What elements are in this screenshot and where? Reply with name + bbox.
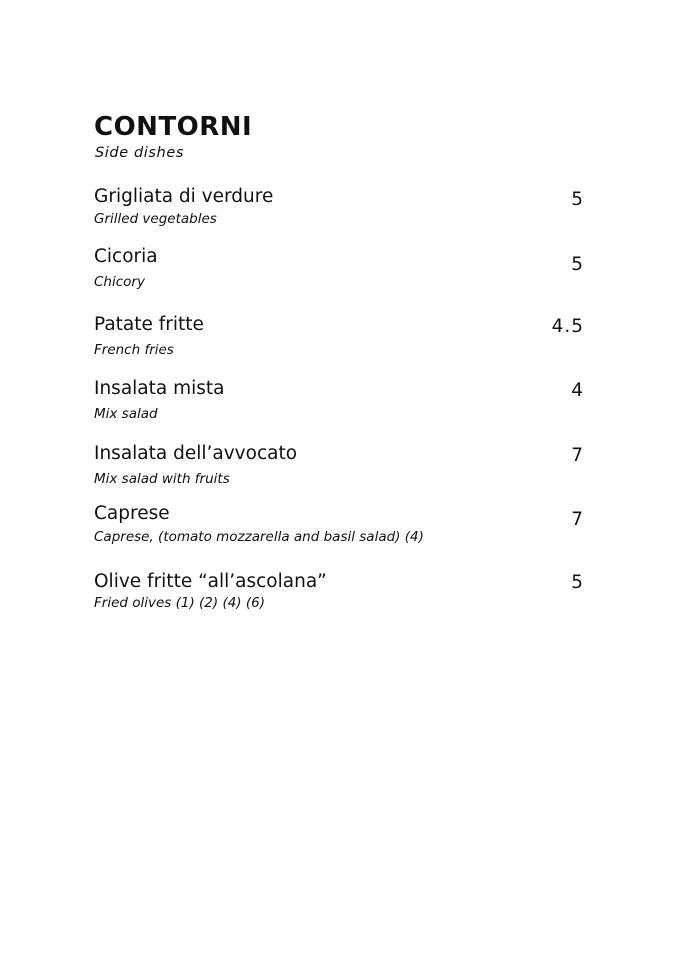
item-name: Cicoria bbox=[94, 246, 158, 267]
menu-item bbox=[94, 505, 584, 544]
menu-item bbox=[94, 316, 584, 357]
item-name: Grigliata di verdure bbox=[94, 186, 274, 207]
item-description: Fried olives (1) (2) (4) (6) bbox=[94, 594, 265, 611]
item-price: 7 bbox=[571, 509, 584, 530]
item-price: 4 bbox=[571, 380, 584, 401]
section-title: CONTORNI bbox=[94, 112, 253, 142]
item-description: Mix salad bbox=[94, 405, 158, 422]
item-name: Olive fritte “all’ascolana” bbox=[94, 571, 327, 592]
menu-item bbox=[94, 380, 584, 421]
menu-item bbox=[94, 573, 584, 610]
item-name: Caprese bbox=[94, 503, 170, 524]
item-name: Insalata dell’avvocato bbox=[94, 443, 298, 464]
item-description: Grilled vegetables bbox=[94, 210, 217, 227]
menu-item bbox=[94, 445, 584, 486]
item-price: 5 bbox=[571, 254, 584, 275]
item-description: Chicory bbox=[94, 273, 145, 290]
item-description: Mix salad with fruits bbox=[94, 470, 230, 487]
item-name: Insalata mista bbox=[94, 378, 225, 399]
section-subtitle: Side dishes bbox=[95, 145, 185, 161]
item-price: 7 bbox=[571, 445, 584, 466]
item-price: 5 bbox=[571, 189, 584, 210]
item-description: Caprese, (tomato mozzarella and basil salad) (4) bbox=[94, 528, 424, 545]
item-name: Patate fritte bbox=[94, 314, 204, 335]
menu-item bbox=[94, 248, 584, 289]
item-price: 4.5 bbox=[551, 316, 584, 337]
item-description: French fries bbox=[94, 341, 174, 358]
item-price: 5 bbox=[571, 572, 584, 593]
menu-item bbox=[94, 188, 584, 226]
